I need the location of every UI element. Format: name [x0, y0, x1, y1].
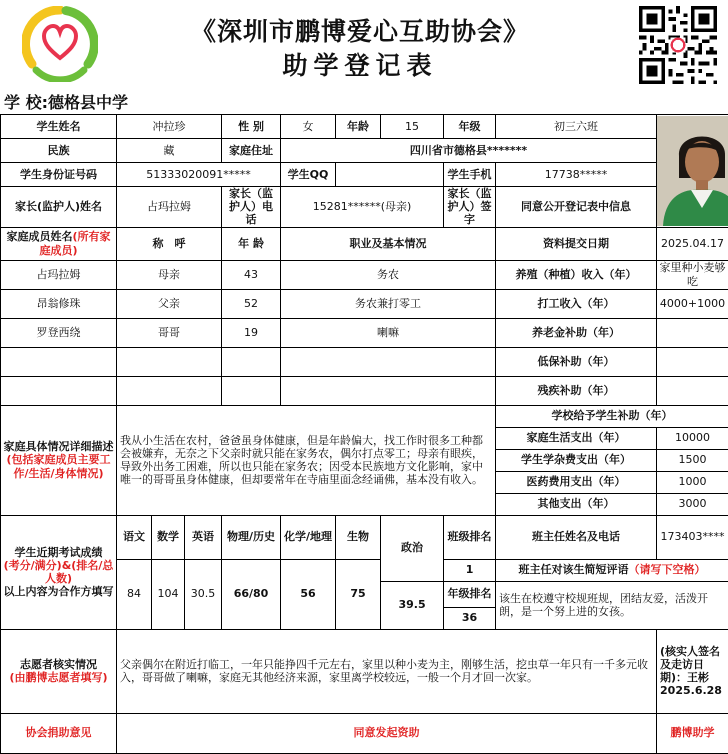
- guardian-sign-label: 家长（监护人）签字: [444, 187, 496, 228]
- submit-date-value: 2025.04.17: [657, 227, 728, 260]
- student-photo: [657, 115, 728, 228]
- family-member-row: [1, 260, 728, 289]
- brand-label: 鹏博助学: [657, 713, 728, 753]
- member-job: [281, 376, 496, 405]
- subject-header: 政治: [381, 515, 444, 581]
- opinion-label: 协会捐助意见: [1, 713, 117, 753]
- guardian-phone-label: 家长（监护人）电话: [222, 187, 281, 228]
- member-age: [222, 347, 281, 376]
- student-name-label: 学生姓名: [1, 115, 117, 139]
- submit-date-label: 资料提交日期: [496, 227, 657, 260]
- member-name: [1, 376, 117, 405]
- lowincome-value: [657, 347, 728, 376]
- comment-label: [496, 559, 728, 581]
- school-aid-label: 学校给予学生补助（年）: [496, 405, 728, 427]
- member-name: [1, 347, 117, 376]
- medical-expense-value: 1000: [657, 471, 728, 493]
- title-line1: 《深圳市鹏博爱心互助协会》: [150, 12, 570, 48]
- teacher-phone-value: 173403****: [657, 515, 728, 559]
- member-name: 罗登西绕: [1, 318, 117, 347]
- exam-note: (考分/满分)&(排名/总人数): [4, 559, 114, 585]
- grade-label: 年级: [444, 115, 496, 139]
- family-member-row: [1, 318, 728, 347]
- member-relation: 父亲: [117, 289, 222, 318]
- school-line: [4, 90, 128, 113]
- family-member-row: [1, 347, 728, 376]
- member-job: 喇嘛: [281, 318, 496, 347]
- fees-expense-value: 1500: [657, 449, 728, 471]
- living-expense-label: 家庭生活支出（年）: [496, 427, 657, 449]
- id-number-label: 学生身份证号码: [1, 163, 117, 187]
- other-expense-label: 其他支出（年）: [496, 493, 657, 515]
- qq-value: [336, 163, 444, 187]
- class-rank-label: 班级排名: [444, 515, 496, 559]
- score-value: 84: [117, 559, 152, 629]
- work-income-label: 打工收入（年）: [496, 289, 657, 318]
- member-age: 19: [222, 318, 281, 347]
- disability-label: 残疾补助（年）: [496, 376, 657, 405]
- member-age: 52: [222, 289, 281, 318]
- family-header-note: (所有家庭成员): [39, 230, 110, 256]
- gender-value: 女: [281, 115, 336, 139]
- ethnicity-label: 民族: [1, 139, 117, 163]
- phone-label: 学生手机: [444, 163, 496, 187]
- member-relation: [117, 376, 222, 405]
- family-desc-title: 家庭具体情况详细描述: [4, 440, 114, 453]
- volunteer-note: (由鹏博志愿者填写): [9, 671, 107, 684]
- age-label: 年龄: [336, 115, 381, 139]
- family-header-label: [1, 227, 117, 260]
- phone-value: 17738*****: [496, 163, 657, 187]
- family-member-row: [1, 289, 728, 318]
- volunteer-label: [1, 629, 117, 713]
- id-number-value: 51333020091*****: [117, 163, 281, 187]
- score-value: 66/80: [222, 559, 281, 629]
- farm-income-value: 家里种小麦够吃: [657, 260, 728, 289]
- score-value: 30.5: [185, 559, 222, 629]
- guardian-label: 家长(监护人)姓名: [1, 187, 117, 228]
- member-relation: 母亲: [117, 260, 222, 289]
- score-value: 56: [281, 559, 336, 629]
- member-name: 占玛拉姆: [1, 260, 117, 289]
- member-age: [222, 376, 281, 405]
- student-photo-icon: [657, 116, 728, 226]
- other-expense-value: 3000: [657, 493, 728, 515]
- member-name: 昂翁修珠: [1, 289, 117, 318]
- comment-label-note: （请写下空格）: [629, 563, 706, 576]
- comment-label-text: 班主任对该生简短评语: [519, 563, 629, 576]
- subject-header: 语文: [117, 515, 152, 559]
- medical-expense-label: 医药费用支出（年）: [496, 471, 657, 493]
- family-member-row: [1, 376, 728, 405]
- disability-value: [657, 376, 728, 405]
- ethnicity-value: 藏: [117, 139, 222, 163]
- family-desc-note: (包括家庭成员主要工作/生活/身体情况): [6, 453, 110, 479]
- relation-column-header: 称 呼: [117, 227, 222, 260]
- subject-header: 英语: [185, 515, 222, 559]
- farm-income-label: 养殖（种植）收入（年）: [496, 260, 657, 289]
- gender-label: 性 别: [222, 115, 281, 139]
- grade-rank-label: 年级排名: [444, 581, 496, 607]
- member-relation: 哥哥: [117, 318, 222, 347]
- address-value: 四川省市德格县*******: [281, 139, 657, 163]
- qq-label: 学生QQ: [281, 163, 336, 187]
- title-line2: 助学登记表: [150, 46, 570, 82]
- volunteer-text: 父亲偶尔在附近打临工，一年只能挣四千元左右，家里以种小麦为主，刚够生活，挖虫草一年只有一千多元收入，哥哥做了喇嘛，家庭无其他经济来源，家里离学校较远，一般一个月才回一次家。: [117, 629, 657, 713]
- exam-title: 学生近期考试成绩: [15, 546, 103, 559]
- score-value: 75: [336, 559, 381, 629]
- header: [0, 0, 728, 88]
- pension-label: 养老金补助（年）: [496, 318, 657, 347]
- subject-header: 化学/地理: [281, 515, 336, 559]
- fees-expense-label: 学生学杂费支出（年）: [496, 449, 657, 471]
- exam-title2: 以上内容为合作方填写: [4, 585, 114, 598]
- member-job: [281, 347, 496, 376]
- subject-header: 生物: [336, 515, 381, 559]
- qr-code-icon[interactable]: [638, 6, 718, 84]
- family-header-text: 家庭成员姓名: [6, 230, 72, 243]
- verify-signature: (核实人签名及走访日期)：王彬 2025.6.28: [657, 629, 728, 713]
- registration-table: [0, 114, 728, 754]
- grade-rank-value: 36: [444, 607, 496, 629]
- address-label: 家庭住址: [222, 139, 281, 163]
- score-value: 104: [152, 559, 185, 629]
- living-expense-value: 10000: [657, 427, 728, 449]
- member-job: 务农: [281, 260, 496, 289]
- guardian-value: 占玛拉姆: [117, 187, 222, 228]
- age-column-header: 年 龄: [222, 227, 281, 260]
- student-name: 冲拉珍: [117, 115, 222, 139]
- volunteer-title: 志愿者核实情况: [20, 658, 97, 671]
- member-relation: [117, 347, 222, 376]
- association-logo: [22, 6, 98, 82]
- school-label: 学 校:: [4, 93, 48, 112]
- pension-value: [657, 318, 728, 347]
- family-desc-label: [1, 405, 117, 515]
- guardian-phone-value: 15281******(母亲): [281, 187, 444, 228]
- subject-header: 数学: [152, 515, 185, 559]
- guardian-sign-value: 同意公开登记表中信息: [496, 187, 657, 228]
- score-value: 39.5: [381, 581, 444, 629]
- school-name: 德格县中学: [48, 93, 128, 112]
- grade-value: 初三六班: [496, 115, 657, 139]
- opinion-value: 同意发起资助: [117, 713, 657, 753]
- teacher-comment: 该生在校遵守校规班规，团结友爱，活泼开朗，是一个努上进的女孩。: [496, 581, 728, 629]
- member-age: 43: [222, 260, 281, 289]
- class-rank-value: 1: [444, 559, 496, 581]
- subject-header: 物理/历史: [222, 515, 281, 559]
- exam-label: [1, 515, 117, 629]
- lowincome-label: 低保补助（年）: [496, 347, 657, 376]
- teacher-label: 班主任姓名及电话: [496, 515, 657, 559]
- member-job: 务农兼打零工: [281, 289, 496, 318]
- age-value: 15: [381, 115, 444, 139]
- family-desc-text: 我从小生活在农村，爸爸虽身体健康，但是年龄偏大，找工作时很多工种都会被嫌弃，无奈之下父亲时就只能在家务农，偶尔打点零工；母亲有眼疾，导致外出务工困难，所以也只能在家务农；因受本民族地方文化影响，家中唯一的哥哥虽身体健康，但却要常年在寺庙里面念经诵佛，基本没有收入。: [117, 405, 496, 515]
- job-column-header: 职业及基本情况: [281, 227, 496, 260]
- work-income-value: 4000+1000: [657, 289, 728, 318]
